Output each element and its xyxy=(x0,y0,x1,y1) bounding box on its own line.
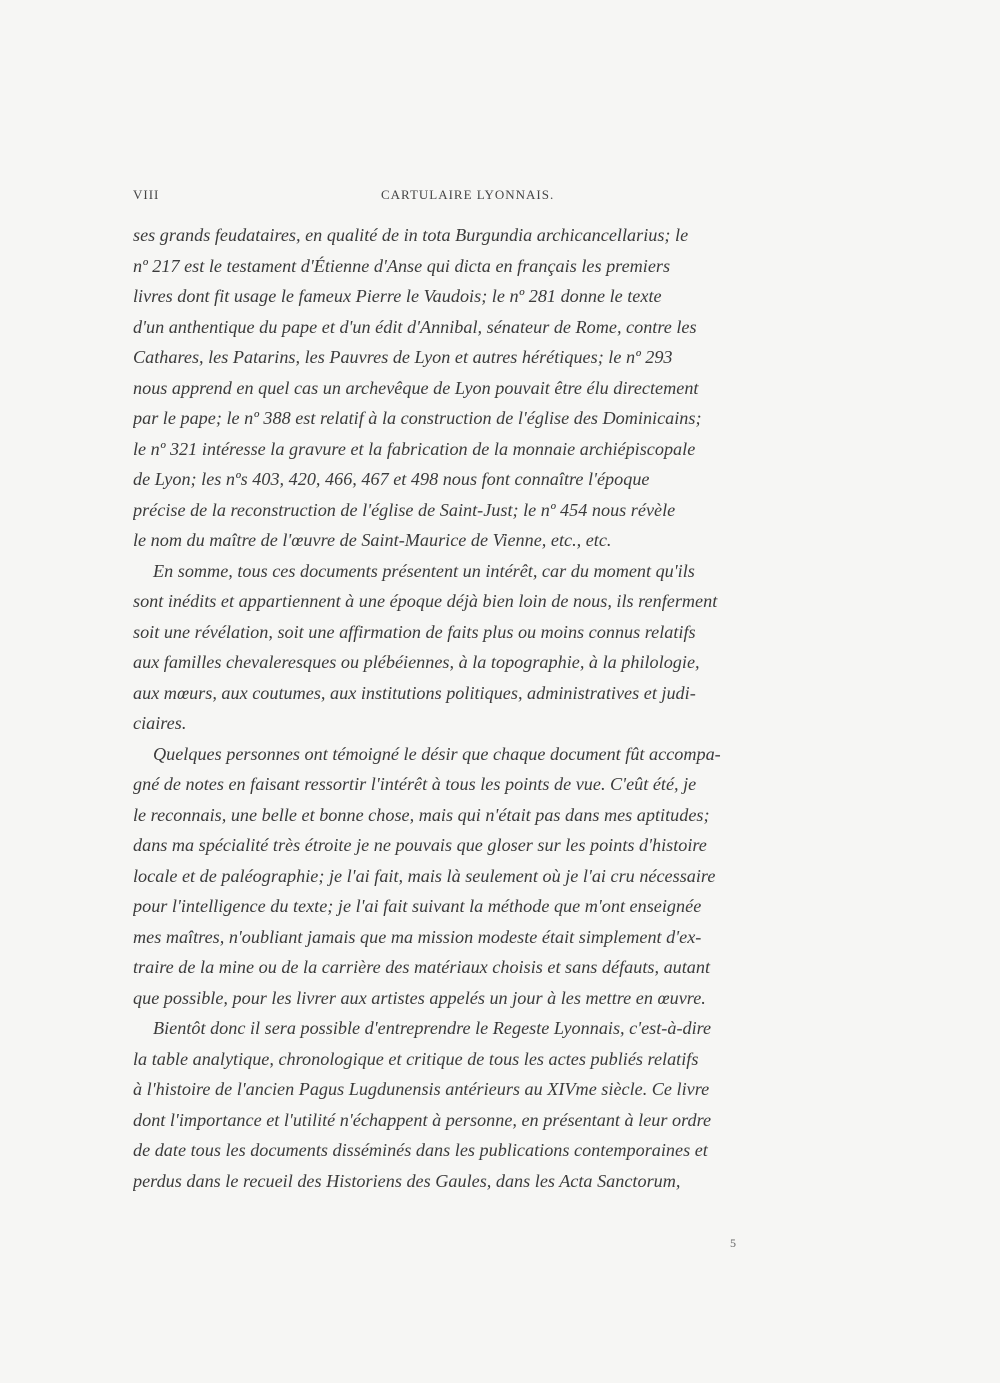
text-line: à l'histoire de l'ancien Pagus Lugdunensis antérieurs au XIVme siècle. Ce livre xyxy=(133,1079,710,1099)
text-line: dans ma spécialité très étroite je ne pouvais que gloser sur les points d'histoire xyxy=(133,835,707,855)
text-line: ses grands feudataires, en qualité de in tota Burgundia archicancellarius; le xyxy=(133,225,689,245)
text-line: la table analytique, chronologique et critique de tous les actes publiés relatifs xyxy=(133,1048,699,1069)
text-line: locale et de paléographie; je l'ai fait, mais là seulement où je l'ai cru nécessaire xyxy=(133,865,716,886)
body-text xyxy=(133,220,813,1196)
text-line: ciaires. xyxy=(133,713,187,733)
paragraph-start: En somme, tous ces documents présentent un intérêt, car du moment qu'ils xyxy=(153,560,695,581)
text-line: nº 217 est le testament d'Étienne d'Anse qui dicta en français les premiers xyxy=(133,255,671,276)
text-line: Cathares, les Patarins, les Pauvres de Lyon et autres hérétiques; le nº 293 xyxy=(133,347,673,367)
text-line: de Lyon; les nºs 403, 420, 466, 467 et 498 nous font connaître l'époque xyxy=(133,469,650,489)
text-line: sont inédits et appartiennent à une époque déjà bien loin de nous, ils renferment xyxy=(133,591,718,611)
text-line: aux mœurs, aux coutumes, aux institutions politiques, administratives et judi- xyxy=(133,682,696,703)
text-line: de date tous les documents disséminés dans les publications contemporaines et xyxy=(133,1140,708,1160)
text-line: soit une révélation, soit une affirmation de faits plus ou moins connus relatifs xyxy=(133,621,696,642)
text-line: précise de la reconstruction de l'église de Saint-Just; le nº 454 nous révèle xyxy=(133,499,676,520)
text-line: d'un anthentique du pape et d'un édit d'Annibal, sénateur de Rome, contre les xyxy=(133,316,697,337)
signature-mark: 5 xyxy=(730,1236,736,1250)
text-line: mes maîtres, n'oubliant jamais que ma mission modeste était simplement d'ex- xyxy=(133,926,702,947)
text-line: que possible, pour les livrer aux artistes appelés un jour à les mettre en œuvre. xyxy=(133,987,706,1008)
running-title: CARTULAIRE LYONNAIS. xyxy=(381,187,555,202)
running-head xyxy=(133,187,813,207)
text-line: le reconnais, une belle et bonne chose, mais qui n'était pas dans mes aptitudes; xyxy=(133,804,710,825)
text-line: le nom du maître de l'œuvre de Saint-Maurice de Vienne, etc., etc. xyxy=(133,530,612,550)
paragraph-start: Bientôt donc il sera possible d'entreprendre le Regeste Lyonnais, c'est-à-dire xyxy=(153,1018,712,1038)
text-line: aux familles chevaleresques ou plébéiennes, à la topographie, à la philologie, xyxy=(133,652,700,672)
text-line: livres dont fit usage le fameux Pierre le Vaudois; le nº 281 donne le texte xyxy=(133,286,662,306)
text-line: traire de la mine ou de la carrière des matériaux choisis et sans défauts, autant xyxy=(133,957,711,977)
text-line: gné de notes en faisant ressortir l'intérêt à tous les points de vue. C'eût été, je xyxy=(133,774,697,794)
text-line: perdus dans le recueil des Historiens des Gaules, dans les Acta Sanctorum, xyxy=(133,1170,681,1191)
text-line: dont l'importance et l'utilité n'échappent à personne, en présentant à leur ordre xyxy=(133,1109,712,1130)
paragraph-start: Quelques personnes ont témoigné le désir que chaque document fût accompa- xyxy=(153,743,721,764)
text-line: le nº 321 intéresse la gravure et la fabrication de la monnaie archiépiscopale xyxy=(133,438,696,459)
text-line: nous apprend en quel cas un archevêque de Lyon pouvait être élu directement xyxy=(133,377,699,398)
page-number: VIII xyxy=(133,187,160,202)
text-line: pour l'intelligence du texte; je l'ai fait suivant la méthode que m'ont enseignée xyxy=(133,896,702,916)
text-line: par le pape; le nº 388 est relatif à la construction de l'église des Dominicains; xyxy=(133,408,702,428)
